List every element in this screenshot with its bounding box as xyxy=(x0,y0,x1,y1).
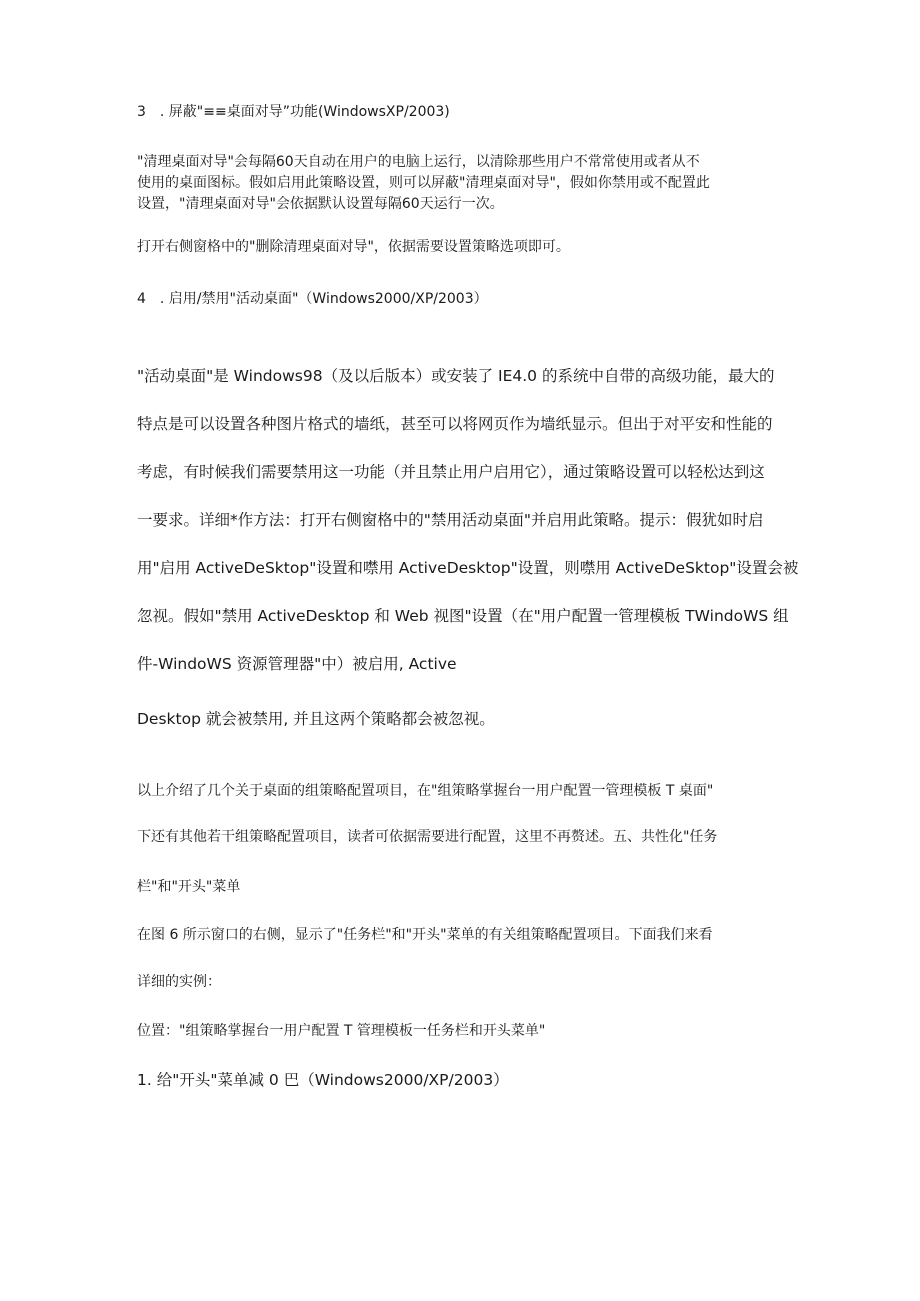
section-4-paragraph-line: 用"启用 ActiveDeSktop"设置和噤用 ActiveDesktop"设置，则噤用 ActiveDeSktop"设置会被 xyxy=(137,559,799,577)
section-4-paragraph-line: 一要求。详细*作方法：打开右侧窗格中的"禁用活动桌面"并启用此策略。提示：假犹如时启 xyxy=(137,511,764,529)
section-4-paragraph-line: "活动桌面"是 Windows98（及以后版本）或安装了 IE4.0 的系统中自带的高级功能，最大的 xyxy=(137,367,775,385)
section-5-line: 下还有其他若干组策略配置项目，读者可依据需要进行配置，这里不再赘述。五、共性化"任务 xyxy=(137,829,718,845)
section-4-paragraph-line: Desktop 就会被禁用, 并且这两个策略都会被忽视。 xyxy=(137,710,495,728)
location-line: 位置："组策略掌握台一用户配置 T 管理模板一任务栏和开头菜单" xyxy=(137,1023,546,1039)
section-4-paragraph-line: 忽视。假如"禁用 ActiveDesktop 和 Web 视图"设置（在"用户配置一管理模板 TWindoWS 组 xyxy=(137,607,789,625)
section-4-heading: 4 . 启用/禁用"活动桌面"（Windows2000/XP/2003） xyxy=(137,291,488,307)
section-4-paragraph-line: 特点是可以设置各种图片格式的墙纸，甚至可以将网页作为墙纸显示。但出于对平安和性能的 xyxy=(137,415,773,433)
section-3-paragraph-line: 使用的桌面图标。假如启用此策略设置，则可以屏蔽"清理桌面对导"，假如你禁用或不配置此 xyxy=(137,175,710,191)
section-4-paragraph-line: 考虑，有时候我们需要禁用这一功能（并且禁止用户启用它），通过策略设置可以轻松达到这 xyxy=(137,463,765,481)
section-3-paragraph-line: 设置，"清理桌面对导"会依据默认设置每隔60天运行一次。 xyxy=(137,196,504,212)
section-5-line: 栏"和"开头"菜单 xyxy=(137,879,241,895)
section-3-paragraph-line: "清理桌面对导"会每隔60天自动在用户的电脑上运行，以清除那些用户不常常使用或者从不 xyxy=(137,154,700,170)
section-5-line: 在图 6 所示窗口的右侧，显示了"任务栏"和"开头"菜单的有关组策略配置项目。下面我们来看 xyxy=(137,927,713,943)
section-3-heading: 3 . 屏蔽"≡≡桌面对导”功能(WindowsXP/2003) xyxy=(137,104,450,120)
section-5-line: 详细的实例： xyxy=(137,974,221,990)
section-5-line: 以上介绍了几个关于桌面的组策略配置项目，在"组策略掌握台一用户配置一管理模板 T 桌面" xyxy=(137,783,714,799)
section-3-instruction: 打开右侧窗格中的"删除清理桌面对导"，依据需要设置策略选项即可。 xyxy=(137,239,570,255)
section-4-paragraph-line: 件-WindoWS 资源管理器"中）被启用, Active xyxy=(137,655,457,673)
subsection-1-heading: 1. 给"开头"菜单减 0 巴（Windows2000/XP/2003） xyxy=(137,1071,509,1089)
